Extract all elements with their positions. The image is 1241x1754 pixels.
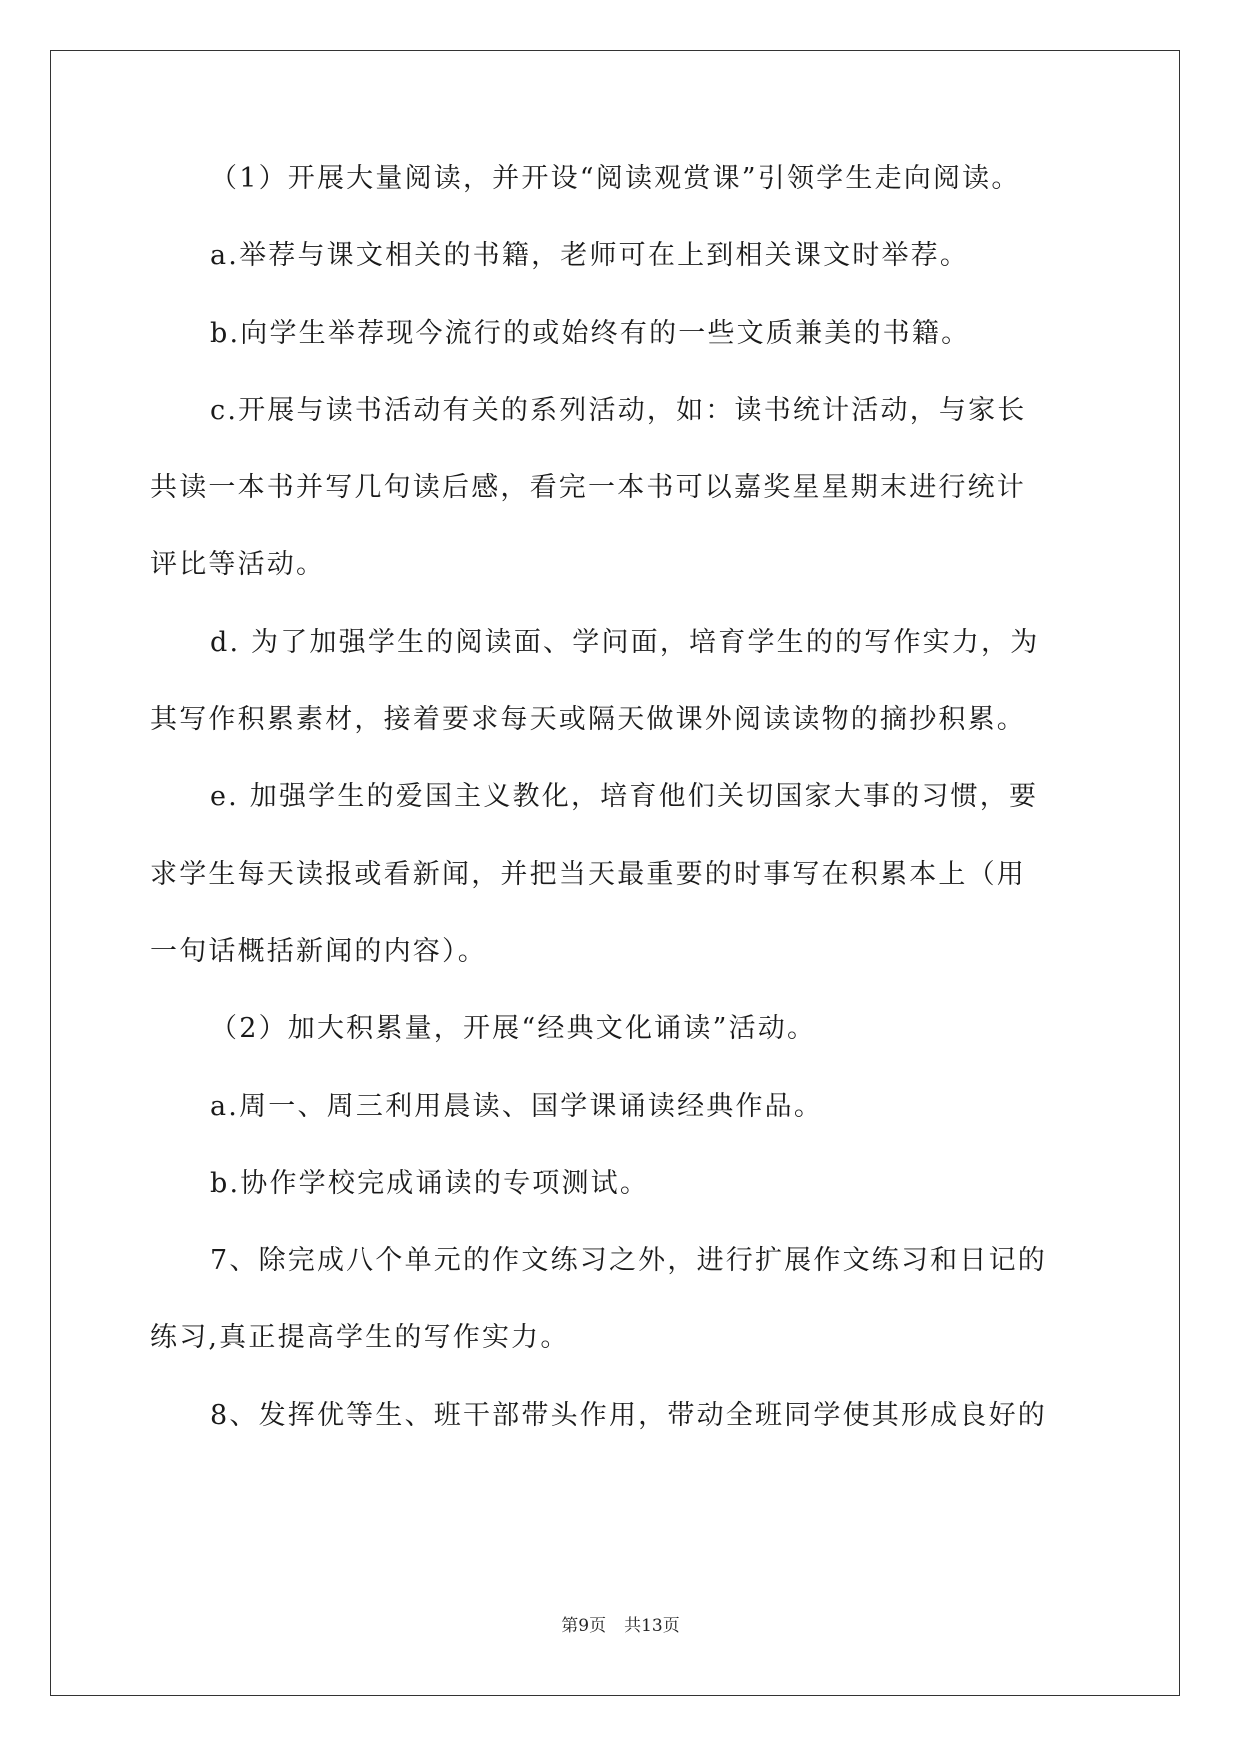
page-total: 共13页 bbox=[624, 1616, 680, 1636]
page-number: 第9页 bbox=[561, 1616, 607, 1636]
paragraph-line: 练习,真正提高学生的写作实力。 bbox=[150, 1322, 570, 1354]
paragraph-line: c.开展与读书活动有关的系列活动，如：读书统计活动，与家长 bbox=[210, 394, 1027, 426]
paragraph-line: b.向学生举荐现今流行的或始终有的一些文质兼美的书籍。 bbox=[210, 317, 971, 349]
paragraph-line: a.周一、周三利用晨读、国学课诵读经典作品。 bbox=[210, 1090, 824, 1122]
paragraph-line: 8、发挥优等生、班干部带头作用，带动全班同学使其形成良好的 bbox=[210, 1399, 1047, 1431]
paragraph-line: e. 加强学生的爱国主义教化，培育他们关切国家大事的习惯，要 bbox=[210, 781, 1039, 813]
paragraph-line: 一句话概括新闻的内容）。 bbox=[150, 935, 487, 967]
paragraph-line: （2）加大积累量，开展“经典文化诵读”活动。 bbox=[210, 1013, 817, 1045]
paragraph-line: 其写作积累素材，接着要求每天或隔天做课外阅读读物的摘抄积累。 bbox=[150, 704, 1026, 736]
paragraph-line: 共读一本书并写几句读后感，看完一本书可以嘉奖星星期末进行统计 bbox=[150, 472, 1026, 504]
paragraph-line: b.协作学校完成诵读的专项测试。 bbox=[210, 1167, 650, 1199]
paragraph-line: 7、除完成八个单元的作文练习之外，进行扩展作文练习和日记的 bbox=[210, 1245, 1047, 1277]
page-footer bbox=[0, 1611, 1241, 1636]
paragraph-line: a.举荐与课文相关的书籍，老师可在上到相关课文时举荐。 bbox=[210, 240, 970, 272]
paragraph-line: 评比等活动。 bbox=[150, 549, 326, 581]
paragraph-line: 求学生每天读报或看新闻，并把当天最重要的时事写在积累本上（用 bbox=[150, 858, 1026, 890]
paragraph-line: （1）开展大量阅读，并开设“阅读观赏课”引领学生走向阅读。 bbox=[210, 163, 1021, 194]
document-body bbox=[150, 161, 1085, 1475]
paragraph-line: d. 为了加强学生的阅读面、学问面，培育学生的的写作实力，为 bbox=[210, 626, 1040, 658]
